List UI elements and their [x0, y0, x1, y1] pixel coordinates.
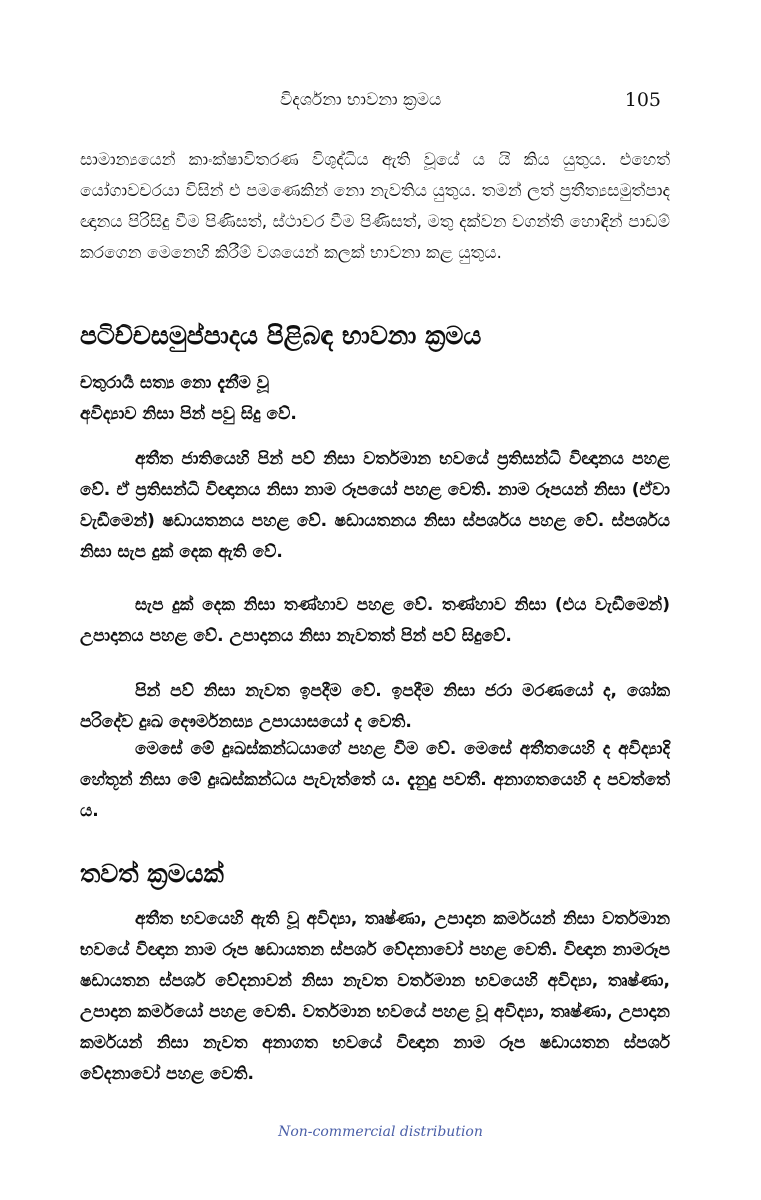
verse-line-2: අවිද්‍යාව නිසා පින් පවු සිදු වේ.: [80, 404, 297, 424]
section-heading-another-method: තවත් ක්‍රමයක්: [80, 859, 224, 888]
paragraph-3-text: පින් පව් නිසා නැවත ඉපදීම වේ. ඉපදීම නිසා ජරා මරණයෝ ද, ශෝක පරිදේව දුඃඛ දෞර්මනස්‍ය උපායාසයෝ ද වෙති.: [80, 681, 670, 732]
section-heading-paticca: පටිච්චසමුප්පාදය පිළිබඳ භාවනා ක්‍රමය: [80, 321, 482, 350]
distribution-watermark: Non-commercial distribution: [278, 1124, 483, 1140]
paragraph-5-text: අතීත භවයෙහි ඇති වූ අවිද්‍යා, තෘෂ්ණා, උපාදාන කර්මයන් නිසා වර්තමාන භවයේ විඥාන නාම රූප ෂඩායතන ස්පර්ශ වේදනාවෝ පහළ වෙති. විඥාන නාමරූප ෂඩායතන ස්පර්ශ වේදනාවන් නිසා නැවත වර්තමාන භවයෙහි අවිද්‍යා, තෘෂ්ණා, උපාදාන කර්මයෝ පහළ වෙති. වර්තමාන භවයේ පහළ වූ අවිද්‍යා, තෘෂ්ණා, උපාදාන කර්මයන් නිසා නැවත අනාගත භවයේ විඥාන නාම රූප ෂඩායතන ස්පර්ශ වේදනාවෝ පහළ වෙති.: [80, 909, 670, 1084]
paragraph-4: [80, 734, 670, 827]
paragraph-1: [80, 444, 670, 568]
running-title: විදර්ශනා භාවනා ක්‍රමය: [280, 90, 442, 110]
paragraph-5: [80, 904, 670, 1090]
running-head: [0, 86, 761, 114]
verse-line-1: චතුරාර්‍ය සත්‍ය නො දැනීම වූ: [80, 373, 270, 393]
verse-lines: [80, 368, 670, 430]
page-number: 105: [624, 89, 661, 111]
paragraph-4-text: මෙසේ මේ දුඃඛස්කන්ධයාගේ පහළ වීම වේ. මෙසේ අතීතයෙහි ද අවිද්‍යාදි හේතූන් නිසා මේ දුඃඛස්කන්ධය පැවැත්තේ ය. දැනුදු පවතී. අනාගතයෙහි ද පවත්තේ ය.: [80, 739, 670, 821]
paragraph-1-text: අතීත ජාතියෙහි පින් පව් නිසා වර්තමාන භවයේ ප්‍රතිසන්ධි විඥානය පහළ වේ. ඒ ප්‍රතිසන්ධි විඥානය නිසා නාම රූපයෝ පහළ වෙති. නාම රූපයන් නිසා (ඒවා වැඩීමෙන්) ෂඩායතනය පහළ වේ. ෂඩායතනය නිසා ස්පර්ශය පහළ වේ. ස්පර්ශය නිසා සැප දුක් දෙක ඇති වේ.: [80, 449, 670, 562]
paragraph-2-text: සැප දුක් දෙක නිසා තණ්හාව පහළ වේ. තණ්හාව නිසා (එය වැඩීමෙන්) උපාදානය පහළ වේ. උපාදානය නිසා නැවතත් පින් පව් සිදුවේ.: [80, 595, 670, 646]
paragraph-3: [80, 676, 670, 738]
intro-paragraph-text: සාමාන්‍යයෙන් කාංක්ෂාවිතරණ විශුද්ධිය ඇති වූයේ ය යි කිය යුතුය. එහෙත් යෝගාවචරයා විසින් එ පමණෙකින් නො නැවතිය යුතුය. තමන් ලත් ප්‍රතීත්‍යසමුත්පාද ඥානය පිරිසිදු වීම පිණිසත්, ස්ථාවර වීම පිණිසත්, මතු දක්වන වගන්ති හොඳින් පාඩම් කරගෙන මෙනෙහි කිරීම් වශයෙන් කලක් භාවනා කළ යුතුය.: [80, 150, 670, 263]
paragraph-2: [80, 590, 670, 652]
intro-paragraph: [80, 145, 670, 269]
